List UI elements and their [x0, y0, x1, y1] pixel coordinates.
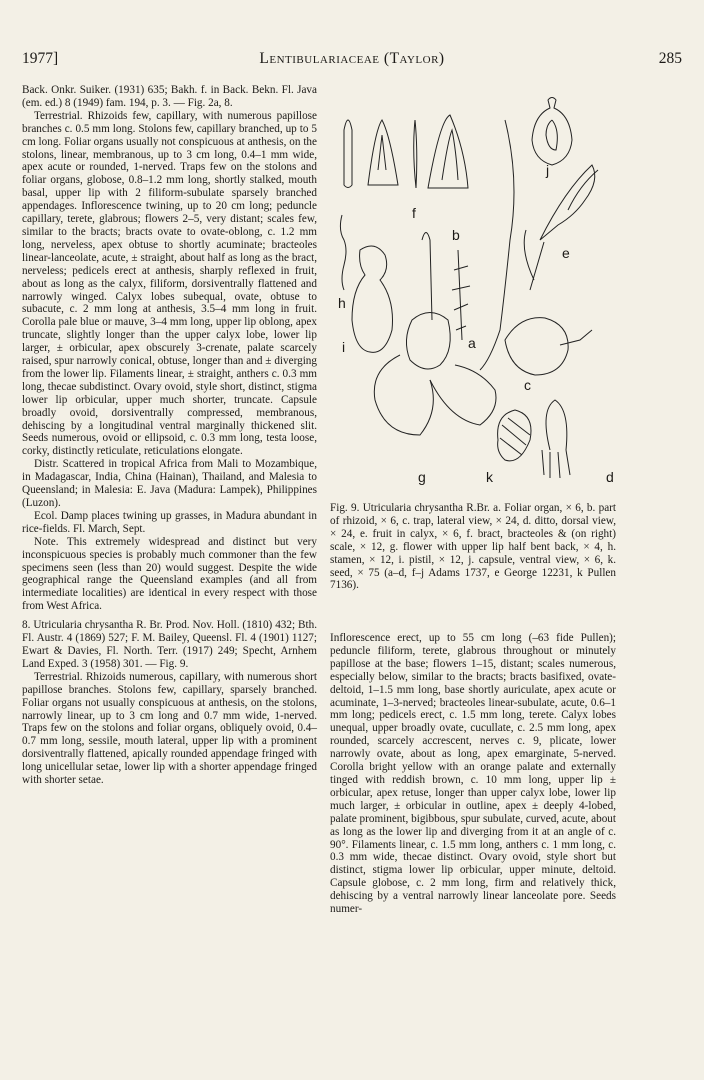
figure-label-a: a	[468, 335, 476, 351]
distribution-paragraph: Distr. Scattered in tropical Africa from Mali to Mozambique, in Madagascar, India, China (Hainan), Thailand, and Malesia to Queensland; in Malesia: E. Java (Madura: Lampek), Philippines (Luzon).	[22, 458, 317, 509]
figure-label-k: k	[486, 469, 493, 485]
description-paragraph: Terrestrial. Rhizoids few, capillary, with numerous papillose branches c. 0.5 mm long. Stolons few, capillary branched, up to 5 cm long. Foliar organs usually not conspicuous at anthesis, on the stolons, linear, membranous, up to 3 cm long, 0.4–1 mm wide, apex acute or rounded, 1-nerved. Traps few on the stolons and foliar organs, globose, 0.8–1.2 mm long, shortly stalked, mouth basal, upper lip with 2 filiform-subulate sparsely branched appendages. Inflorescence twining, up to 20 cm long; peduncle capillary, terete, glabrous; flowers 2–5, very distant; scales few, similar to the bracts; bracts ovate to ovate-oblong, c. 1.2 mm long, nerveless, apex obtuse to shortly acuminate; bracteoles linear-lanceolate, acute, ± straight, about half as long as the bract, nerveless; pedicels erect at anthesis, sharply reflexed in fruit, about as long as the calyx, filiform, dorsiventrally flattened and narrowly winged. Calyx lobes subequal, ovate, obtuse to subacute, c. 2 mm long at anthesis, 3.5–4 mm long in fruit. Corolla pale blue or mauve, 3–4 mm long, upper lip oblong, apex truncate, slightly longer than the upper calyx lobe, lower lip larger, ± orbicular, apex obscurely 3-crenate, palate scarcely raised, spur narrowly conical, obtuse, longer than and ± diverging from the lower lip. Filaments linear, ± straight, anthers c. 0.3 mm long, thecae subdistinct. Ovary ovoid, style short, distinct, stigma lower lip orbicular, upper much shorter, truncate. Capsule broadly ovoid, dorsiventrally compressed, membranous, dehiscing by a longitudinal ventral marginally thickened slit. Seeds numerous, ovoid or ellipsoid, c. 0.3 mm long, testa loose, corky, distinctly reticulate, reticulations elongate.	[22, 109, 317, 458]
stamen-pistil-drawings	[340, 215, 392, 352]
species-heading-paragraph: 8. Utricularia chrysantha R. Br. Prod. Nov. Holl. (1810) 432; Bth. Fl. Austr. 4 (1869) 527; F. M. Bailey, Queensl. Fl. 4 (1901) 1127; Ewart & Davies, Fl. North. Terr. (1917) 249; Specht, Arnhem Land Exped. 3 (1958) 301. — Fig. 9.	[22, 619, 317, 670]
figure-label-g: g	[418, 469, 426, 485]
capsule-drawing	[532, 98, 572, 166]
reference-paragraph: Back. Onkr. Suiker. (1931) 635; Bakh. f. in Back. Bekn. Fl. Java (em. ed.) 8 (1949) fam. 194, p. 3. — Fig. 2a, 8.	[22, 84, 317, 109]
caption-text: Fig. 9. Utricularia chrysantha R.Br. a. Foliar organ, × 6, b. part of rhizoid, × 6, c. trap, lateral view, × 24, d. ditto, dorsal view, × 24, e. fruit in calyx, × 6, f. bract, bracteoles & (on right) scale, × 12, g. flower with upper lip half bent back, × 4, h. stamen, × 12, i. pistil, × 12, j. capsule, ventral view, × 6, k. seed, × 75 (a–d, f–j Adams 1737, e George 12231, k Pullen 7136).	[330, 502, 616, 592]
note-paragraph: Note. This extremely widespread and distinct but very inconspicuous species is probably much commoner than the few specimens seen (less than 20) would suggest. Despite the wide geographical range the Queensland examples (and all from intermediate localities) are identical in every respect with those from West Africa.	[22, 535, 317, 613]
figure-label-c: c	[524, 377, 531, 393]
running-header	[22, 50, 682, 74]
page-number: 285	[658, 50, 682, 67]
header-year: 1977]	[22, 50, 59, 67]
right-column	[330, 632, 616, 916]
figure-label-j: j	[546, 162, 550, 178]
bract-drawings	[344, 115, 468, 188]
figure-label-i: i	[342, 339, 346, 355]
botanical-illustration	[330, 90, 620, 490]
ecology-paragraph: Ecol. Damp places twining up grasses, in Madura abundant in rice-fields. Fl. March, Sept.	[22, 509, 317, 535]
figure-label-e: e	[562, 245, 570, 261]
flower-drawing	[374, 233, 496, 436]
figure-label-f: f	[412, 205, 416, 221]
figure-caption	[330, 502, 616, 592]
figure-label-d: d	[606, 469, 614, 485]
species-description-paragraph: Terrestrial. Rhizoids numerous, capillary, with numerous short papillose branches. Stolons few, capillary, sparsely branched. Foliar organs not usually conspicuous at anthesis, on the stolons, narrowly linear, up to 3 cm long and 0.7 mm wide, 1-nerved. Traps few on the stolons and foliar organs, obliquely ovoid, 0.4–0.7 mm long, sessile, mouth lateral, upper lip with a prominent dorsiventrally flattened, apically rounded appendage fringed with long unicellular setae, lower lip with a shorter appendage fringed with shorter setae.	[22, 670, 317, 787]
inflorescence-paragraph: Inflorescence erect, up to 55 cm long (–63 fide Pullen); peduncle filiform, terete, glabrous throughout or minutely papillose at the base; flowers 1–15, distant; scales numerous, especially below, similar to the bracts; bracts basifixed, ovate-deltoid, 1–1.5 mm long, base shortly auriculate, apex acute or acuminate, 1–3-nerved; bracteoles linear-subulate, acute, 0.6–1 mm long; pedicels erect, c. 1.5 mm long, terete. Calyx lobes unequal, upper broadly ovate, cucullate, c. 2.5 mm long, apex rounded, scarcely accrescent, nerves c. 9, plicate, lower narrowly ovate, about as long, apex emarginate, 5-nerved. Corolla bright yellow with an orange palate and externally tinged with reddish brown, c. 10 mm long, upper lip ± orbicular, apex retuse, longer than upper calyx lobe, lower lip much larger, ± orbicular in outline, apex ± deeply 4-lobed, palate prominent, bigibbous, spur subulate, curved, acute, about as long as the lower lip and diverging from it at an angle of c. 90°. Filaments linear, c. 1.5 mm long, anthers c. 1 mm long, c. 0.3 mm wide, thecae distinct. Ovary ovoid, style short but distinct, stigma lower lip orbicular, upper minute, deltoid. Capsule globose, c. 2 mm long, firm and relatively thick, dehiscing by a ventral narrowly linear lanceolate pore. Seeds numer-	[330, 632, 616, 916]
figure-label-h: h	[338, 295, 346, 311]
header-title: Lentibulariaceae (Taylor)	[259, 50, 445, 67]
left-column	[22, 84, 317, 787]
fruit-calyx-drawing	[524, 165, 598, 290]
seed-drawing	[498, 410, 531, 461]
figure-label-b: b	[452, 227, 460, 243]
rhizoid-drawing	[452, 120, 514, 370]
trap-drawings	[505, 318, 592, 478]
